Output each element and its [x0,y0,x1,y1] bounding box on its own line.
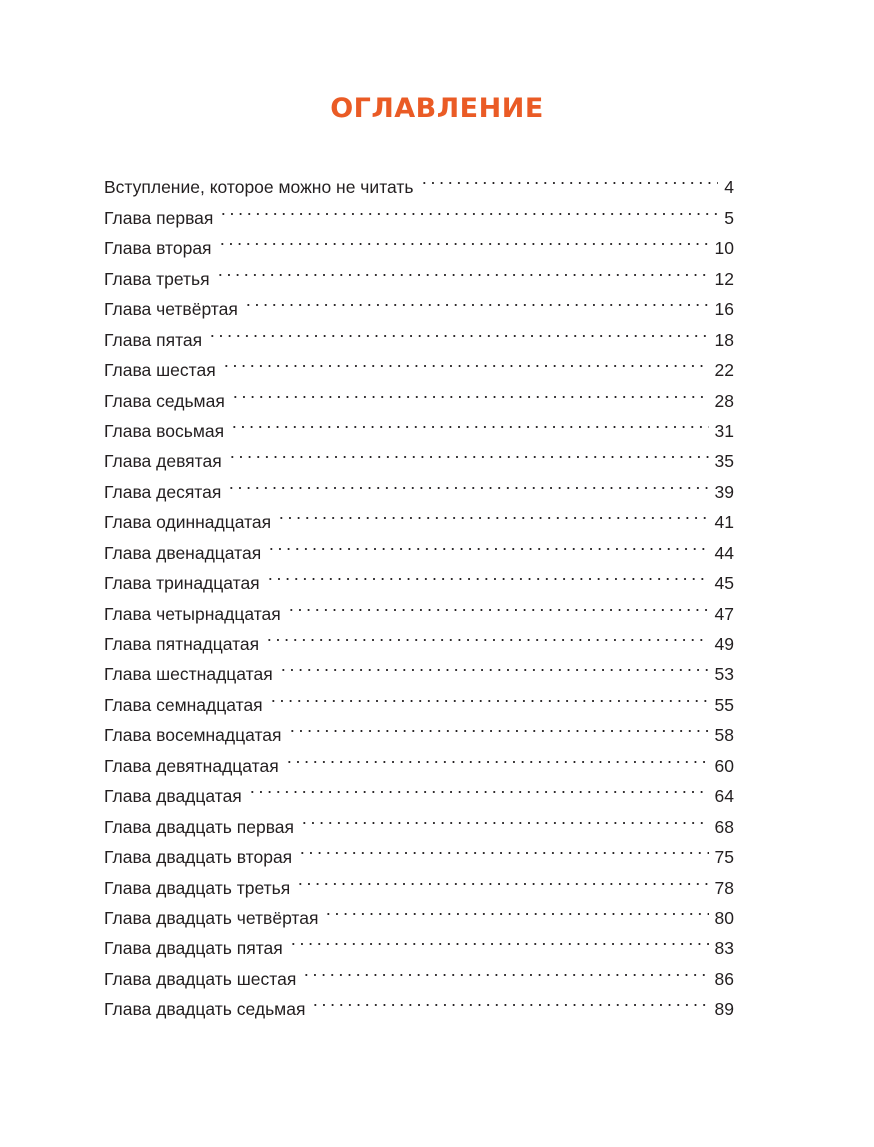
dot-leader [302,954,708,984]
toc-entry-page-number: 31 [714,420,734,441]
toc-entry-page-number: 83 [714,938,734,959]
toc-entry-page-number: 28 [714,390,734,411]
dot-leader [298,833,708,863]
dot-leader [230,407,708,437]
toc-entry-title: Глава двадцать третья [104,877,291,898]
toc-entry-page-number: 86 [714,968,734,989]
dot-leader [208,315,708,345]
dot-leader [227,467,708,497]
toc-entry-page-number: 49 [714,634,734,654]
toc-entry-page-number: 5 [724,207,734,228]
dot-leader [289,924,709,954]
toc-entry-page-number: 45 [714,573,734,594]
toc-entry-page-number: 4 [724,177,734,198]
dot-leader [279,650,709,680]
toc-entry-title: Глава тринадцатая [104,573,260,594]
toc-entry-title: Глава девятая [104,451,222,472]
dot-leader [248,772,709,802]
dot-leader [218,224,709,254]
table-of-contents [104,163,734,1020]
toc-entry-page-number: 68 [714,816,734,837]
toc-entry-page-number: 53 [714,664,734,685]
toc-entry-title: Глава восемнадцатая [104,725,282,746]
toc-entry-page-number: 12 [714,268,734,289]
toc-entry-page-number: 41 [714,512,734,533]
toc-entry-title: Глава пятнадцатая [104,634,260,654]
dot-leader [219,193,718,223]
toc-entry-title: Глава вторая [104,238,212,259]
toc-entry-title: Глава седьмая [104,390,225,411]
dot-leader [266,559,709,589]
toc-entry-title: Глава двенадцатая [104,542,262,563]
toc-entry-title: Глава двадцать шестая [104,968,297,989]
dot-leader [231,376,709,406]
toc-entry-title: Глава третья [104,268,210,289]
toc-entry-page-number: 75 [714,847,734,868]
dot-leader [324,894,708,924]
dot-leader [228,437,709,467]
toc-entry-title: Глава пятая [104,329,203,350]
toc-entry-page-number: 39 [714,481,734,502]
toc-entry-title: Глава девятнадцатая [104,755,279,776]
dot-leader [296,863,708,893]
dot-leader [288,711,709,741]
toc-entry-title: Глава двадцать четвёртая [104,907,319,928]
toc-entry-title: Глава первая [104,207,214,228]
toc-entry-page-number: 22 [714,360,734,381]
toc-entry-title: Глава двадцать седьмая [104,999,306,1020]
toc-entry-title: Глава восьмая [104,420,225,441]
toc-entry-title: Глава двадцать первая [104,816,295,837]
toc-entry-page-number: 78 [714,877,734,898]
toc-entry-page-number: 80 [714,907,734,928]
toc-entry-title: Глава четырнадцатая [104,603,281,624]
toc-entry-title: Глава двадцать пятая [104,938,283,959]
toc-entry-title: Глава двадцатая [104,786,242,807]
dot-leader [300,802,709,832]
dot-leader [216,254,709,284]
dot-leader [287,589,709,619]
toc-entry-title: Вступление, которое можно не читать [104,177,414,198]
toc-entry-title: Глава четвёртая [104,299,238,320]
dot-leader [311,985,708,1015]
toc-entry-page-number: 60 [714,755,734,776]
toc-entry-page-number: 35 [714,451,734,472]
dot-leader [222,346,709,376]
toc-entry-page-number: 16 [714,299,734,320]
toc-entry[interactable] [104,163,734,198]
toc-entry-title: Глава двадцать вторая [104,847,293,868]
toc-entry-page-number: 64 [714,786,734,807]
dot-leader [277,498,708,528]
toc-entry-title: Глава одиннадцатая [104,512,272,533]
dot-leader [267,528,708,558]
toc-entry-page-number: 44 [714,542,734,563]
dot-leader [265,620,708,650]
toc-entry-title: Глава десятая [104,481,222,502]
toc-entry-title: Глава шестнадцатая [104,664,273,685]
toc-entry-page-number: 18 [714,329,734,350]
toc-entry-page-number: 10 [714,238,734,259]
dot-leader [285,741,709,771]
dot-leader [420,163,719,193]
toc-entry-page-number: 58 [714,725,734,746]
toc-entry-page-number: 47 [714,603,734,624]
toc-entry-title: Глава семнадцатая [104,694,263,715]
dot-leader [244,285,709,315]
page-title: ОГЛАВЛЕНИЕ [330,93,544,124]
toc-entry-page-number: 55 [714,694,734,715]
toc-entry-page-number: 89 [714,999,734,1020]
toc-entry-title: Глава шестая [104,360,216,381]
dot-leader [269,680,709,710]
